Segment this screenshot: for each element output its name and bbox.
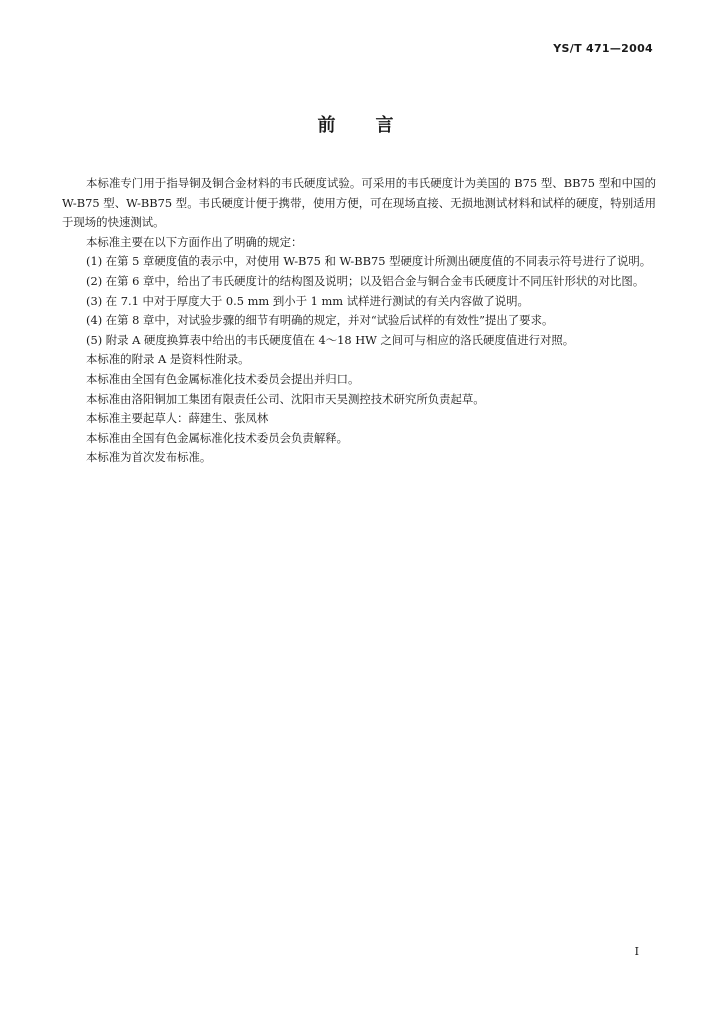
- standard-number: YS/T 471—2004: [553, 42, 653, 55]
- paragraph-item-4: (4) 在第 8 章中，对试验步骤的细节有明确的规定，并对“试验后试样的有效性”提出了要求。: [86, 313, 554, 328]
- page-title: 前言: [317, 115, 434, 136]
- paragraph-item-3: (3) 在 7.1 中对于厚度大于 0.5 mm 到小于 1 mm 试样进行测试的有关内容做了说明。: [86, 293, 529, 308]
- paragraph-drafters: 本标准主要起草人：薛建生、张凤林: [86, 411, 269, 426]
- paragraph-provisions-lead: 本标准主要在以下方面作出了明确的规定：: [86, 234, 303, 249]
- paragraph-proposed-by: 本标准由全国有色金属标准化技术委员会提出并归口。: [86, 371, 360, 386]
- paragraph-item-1: (1) 在第 5 章硬度值的表示中，对使用 W-B75 和 W-BB75 型硬度计所测出硬度值的不同表示符号进行了说明。: [86, 254, 652, 269]
- page-number: I: [634, 945, 639, 958]
- paragraph-item-5: (5) 附录 A 硬度换算表中给出的韦氏硬度值在 4～18 HW 之间可与相应的洛氏硬度值进行对照。: [86, 332, 575, 347]
- paragraph-first-release: 本标准为首次发布标准。: [86, 450, 212, 465]
- paragraph-interpretation: 本标准由全国有色金属标准化技术委员会负责解释。: [86, 430, 348, 445]
- paragraph-drafted-by: 本标准由洛阳铜加工集团有限责任公司、沈阳市天昊测控技术研究所负责起草。: [86, 391, 485, 406]
- paragraph-appendix: 本标准的附录 A 是资料性附录。: [86, 352, 250, 367]
- paragraph-intro: 本标准专门用于指导铜及铜合金材料的韦氏硬度试验。可采用的韦氏硬度计为美国的 B75 型、BB75 型和中国的 W-B75 型、W-BB75 型。韦氏硬度计便于携带，使用方便，可在现场直接、无损地测试材料和试样的硬度，特别适用于现场的快速测试。: [62, 176, 656, 230]
- document-body: [62, 174, 656, 468]
- paragraph-item-2: (2) 在第 6 章中，给出了韦氏硬度计的结构图及说明；以及铝合金与铜合金韦氏硬度计不同压针形状的对比图。: [86, 273, 645, 288]
